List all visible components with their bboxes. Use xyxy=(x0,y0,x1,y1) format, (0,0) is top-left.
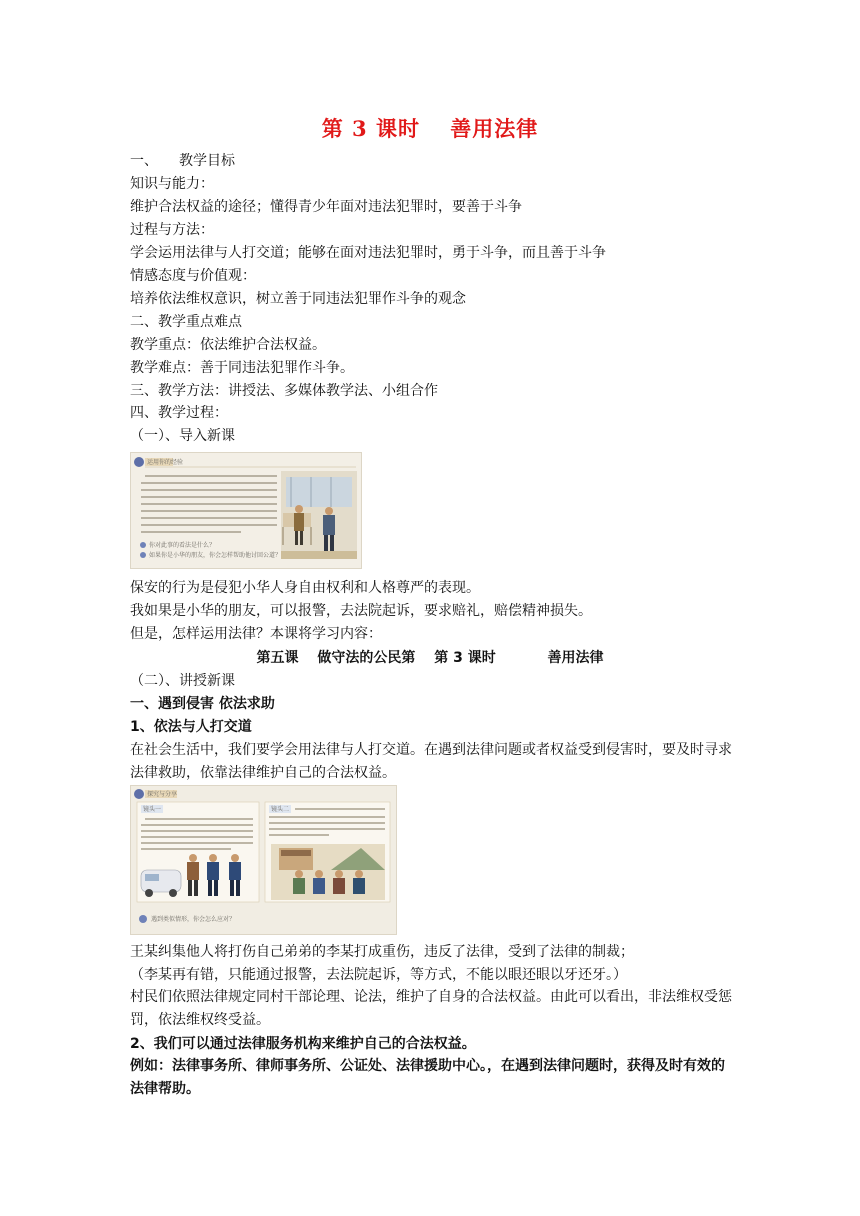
image2-question: 遇到类似情形，你会怎么应对？ xyxy=(151,916,236,923)
emotion-label: 情感态度与价值观： xyxy=(130,268,256,284)
point1-paragraph: 在社会生活中，我们要学会用法律与人打交道。在遇到法律问题或者权益受到侵害时，要及时寻求法律救助，依靠法律维护自己的合法权益。 xyxy=(130,742,732,781)
intro-heading: （一）、导入新课 xyxy=(130,428,235,444)
textbook-illustration-1 xyxy=(130,452,362,569)
focus-difficulty: 教学难点：善于同违法犯罪作斗争。 xyxy=(130,360,354,376)
focus-key: 教学重点：依法维护合法权益。 xyxy=(130,337,326,353)
lesson-subtitle-topic: 善用法律 xyxy=(547,650,604,666)
image1-header: 运用你的经验 xyxy=(147,459,184,466)
methods-line: 三、教学方法：讲授法、多媒体教学法、小组合作 xyxy=(130,383,438,399)
knowledge-text: 维护合法权益的途径；懂得青少年面对违法犯罪时，要善于斗争 xyxy=(130,199,522,215)
process-text: 学会运用法律与人打交道；能够在面对违法犯罪时，勇于斗争，而且善于斗争 xyxy=(130,245,606,261)
image1-question-2: 如果你是小华的朋友，你会怎样帮助他讨回公道？ xyxy=(149,552,282,559)
emotion-text: 培养依法维权意识，树立善于同违法犯罪作斗争的观念 xyxy=(130,291,466,307)
image2-header: 探究与分享 xyxy=(147,791,178,798)
lesson-subtitle xyxy=(0,647,860,667)
case-paragraph: 村民们依照法律规定同村干部论理、论法，维护了自身的合法权益。由此可以看出，非法维权受惩罚，依法维权终受益。 xyxy=(130,989,732,1028)
analysis-line-1: 保安的行为是侵犯小华人身自由权利和人格尊严的表现。 xyxy=(130,580,480,596)
example-paragraph: 例如：法律事务所、律师事务所、公证处、法律援助中心。，在遇到法律问题时，获得及时有效的法律帮助。 xyxy=(130,1058,725,1097)
objectives-heading: 一、 教学目标 xyxy=(130,153,235,169)
process-heading: 四、教学过程： xyxy=(130,405,228,421)
point1-heading: 1、依法与人打交道 xyxy=(130,719,252,735)
new-lesson-heading: （二）、讲授新课 xyxy=(130,673,235,689)
case-line-2: （李某再有错，只能通过报警，去法院起诉，等方式，不能以眼还眼以牙还牙。） xyxy=(130,967,627,983)
lesson-subtitle-main: 第五课 做守法的公民第 第 3 课时 xyxy=(256,650,496,666)
textbook-illustration-2 xyxy=(130,785,397,935)
section1-heading: 一、遇到侵害 依法求助 xyxy=(130,696,275,712)
focus-heading: 二、教学重点难点 xyxy=(130,314,242,330)
page-title: 第 3 课时 善用法律 xyxy=(321,116,539,141)
analysis-line-2: 我如果是小华的朋友，可以报警，去法院起诉，要求赔礼，赔偿精神损失。 xyxy=(130,603,592,619)
image2-case-2: 镜头二 xyxy=(271,806,290,813)
analysis-line-3: 但是，怎样运用法律？本课将学习内容： xyxy=(130,626,382,642)
image1-question-1: 你对此事的看法是什么？ xyxy=(149,542,216,549)
image2-case-1: 镜头一 xyxy=(143,806,162,813)
process-label: 过程与方法： xyxy=(130,222,214,238)
knowledge-label: 知识与能力： xyxy=(130,176,214,192)
point2-heading: 2、我们可以通过法律服务机构来维护自己的合法权益。 xyxy=(130,1036,476,1052)
case-line-1: 王某纠集他人将打伤自己弟弟的李某打成重伤，违反了法律，受到了法律的制裁； xyxy=(130,944,634,960)
